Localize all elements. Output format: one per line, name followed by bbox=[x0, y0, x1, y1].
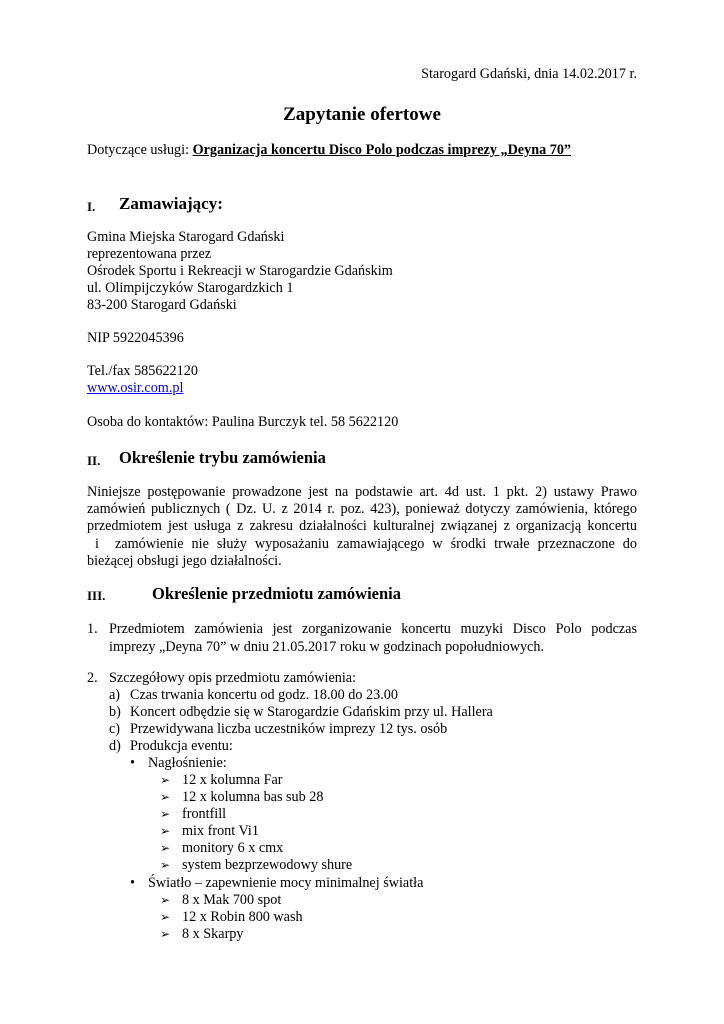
procedure-paragraph bbox=[87, 484, 637, 570]
subject-value: Organizacja koncertu Disco Polo podczas imprezy „Deyna 70” bbox=[192, 142, 572, 158]
bullet-label: Nagłośnienie: bbox=[148, 755, 227, 771]
item-2-number: 2. bbox=[87, 670, 98, 686]
sound-item bbox=[160, 772, 282, 789]
paragraph-line: przedmiotem jest usługa z zakresu działalności kulturalnej związanej z organizacją koncertu bbox=[87, 518, 637, 535]
arrow-icon: ➢ bbox=[160, 824, 171, 838]
sound-item bbox=[160, 857, 352, 874]
sound-item bbox=[160, 806, 226, 823]
item-1-line: imprezy „Deyna 70” w dniu 21.05.2017 roku w godzinach popołudniowych. bbox=[109, 638, 544, 655]
arrow-icon: ➢ bbox=[160, 807, 171, 821]
sound-item bbox=[160, 840, 283, 857]
arrow-icon: ➢ bbox=[160, 790, 171, 804]
page-title: Zapytanie ofertowe bbox=[283, 104, 441, 125]
arrow-icon: ➢ bbox=[160, 858, 171, 872]
sound-item-text: 12 x kolumna Far bbox=[182, 772, 283, 788]
sound-item-text: 12 x kolumna bas sub 28 bbox=[182, 789, 324, 805]
section1-title: Zamawiający: bbox=[119, 194, 223, 213]
section2-title: Określenie trybu zamówienia bbox=[119, 448, 326, 467]
subitem-b-text: Koncert odbędzie się w Starogardzie Gdańskim przy ul. Hallera bbox=[130, 704, 493, 720]
phone-fax: Tel./fax 585622120 bbox=[87, 363, 198, 379]
contact-person: Osoba do kontaktów: Paulina Burczyk tel. 58 5622120 bbox=[87, 414, 399, 430]
light-item bbox=[160, 926, 243, 943]
subitem-b-letter: b) bbox=[109, 704, 121, 720]
address-line: reprezentowana przez bbox=[87, 246, 212, 262]
arrow-icon: ➢ bbox=[160, 927, 171, 941]
light-item-text: 8 x Mak 700 spot bbox=[182, 892, 282, 908]
arrow-icon: ➢ bbox=[160, 910, 171, 924]
subitem-a-letter: a) bbox=[109, 687, 121, 703]
paragraph-line: zamówień publicznych ( Dz. U. z 2014 r. poz. 423), ponieważ dotyczy zamówienia, którego bbox=[87, 501, 637, 518]
arrow-icon: ➢ bbox=[160, 841, 171, 855]
address-line: ul. Olimpijczyków Starogardzkich 1 bbox=[87, 280, 294, 296]
sound-item bbox=[160, 823, 259, 840]
place-and-date: Starogard Gdański, dnia 14.02.2017 r. bbox=[421, 66, 637, 82]
section2-number: II. bbox=[87, 453, 101, 468]
light-item-text: 12 x Robin 800 wash bbox=[182, 909, 303, 925]
nip-number: NIP 5922045396 bbox=[87, 330, 184, 346]
arrow-icon: ➢ bbox=[160, 893, 171, 907]
website-link[interactable]: www.osir.com.pl bbox=[87, 380, 184, 396]
bullet-icon: • bbox=[130, 755, 135, 771]
section3-title: Określenie przedmiotu zamówienia bbox=[152, 584, 401, 603]
item-1-text bbox=[109, 621, 637, 656]
sound-item-text: monitory 6 x cmx bbox=[182, 840, 284, 856]
light-item bbox=[160, 909, 303, 926]
bullet-label: Światło – zapewnienie mocy minimalnej światła bbox=[148, 875, 424, 891]
address-line: Gmina Miejska Starogard Gdański bbox=[87, 229, 285, 245]
light-item bbox=[160, 892, 281, 909]
subitem-c-text: Przewidywana liczba uczestników imprezy 12 tys. osób bbox=[130, 721, 448, 737]
paragraph-line: Niniejsze postępowanie prowadzone jest na podstawie art. 4d ust. 1 pkt. 2) ustawy Prawo bbox=[87, 484, 637, 500]
section1-number: I. bbox=[87, 199, 96, 214]
bullet-light bbox=[130, 875, 423, 892]
paragraph-line: bieżącej obsługi jego działalności. bbox=[87, 552, 282, 569]
subitem-d-text: Produkcja eventu: bbox=[130, 738, 233, 754]
subitem-d-letter: d) bbox=[109, 738, 121, 754]
item-1-line: Przedmiotem zamówienia jest zorganizowanie koncertu muzyki Disco Polo podczas bbox=[109, 621, 637, 637]
subitem-a-text: Czas trwania koncertu od godz. 18.00 do 23.00 bbox=[130, 687, 398, 703]
subitem-c-letter: c) bbox=[109, 721, 121, 737]
sound-item-text: system bezprzewodowy shure bbox=[182, 857, 353, 873]
subject-label: Dotyczące usługi: bbox=[87, 142, 190, 158]
subject-line bbox=[87, 142, 571, 159]
arrow-icon: ➢ bbox=[160, 773, 171, 787]
bullet-sound bbox=[130, 755, 227, 772]
paragraph-line: i zamówienie nie służy wyposażaniu zamawiającego w środki trwałe przeznaczone do bbox=[87, 535, 637, 552]
address-line: Ośrodek Sportu i Rekreacji w Starogardzie Gdańskim bbox=[87, 263, 393, 279]
address-line: 83-200 Starogard Gdański bbox=[87, 297, 237, 313]
orderer-address bbox=[87, 229, 393, 314]
item-1-number: 1. bbox=[87, 621, 98, 637]
sound-item-text: frontfill bbox=[182, 806, 227, 822]
sound-item-text: mix front Vi1 bbox=[182, 823, 259, 839]
section3-number: III. bbox=[87, 588, 106, 603]
sound-item bbox=[160, 789, 323, 806]
item-2-intro: Szczegółowy opis przedmiotu zamówienia: bbox=[109, 670, 357, 686]
bullet-icon: • bbox=[130, 875, 135, 891]
light-item-text: 8 x Skarpy bbox=[182, 926, 244, 942]
